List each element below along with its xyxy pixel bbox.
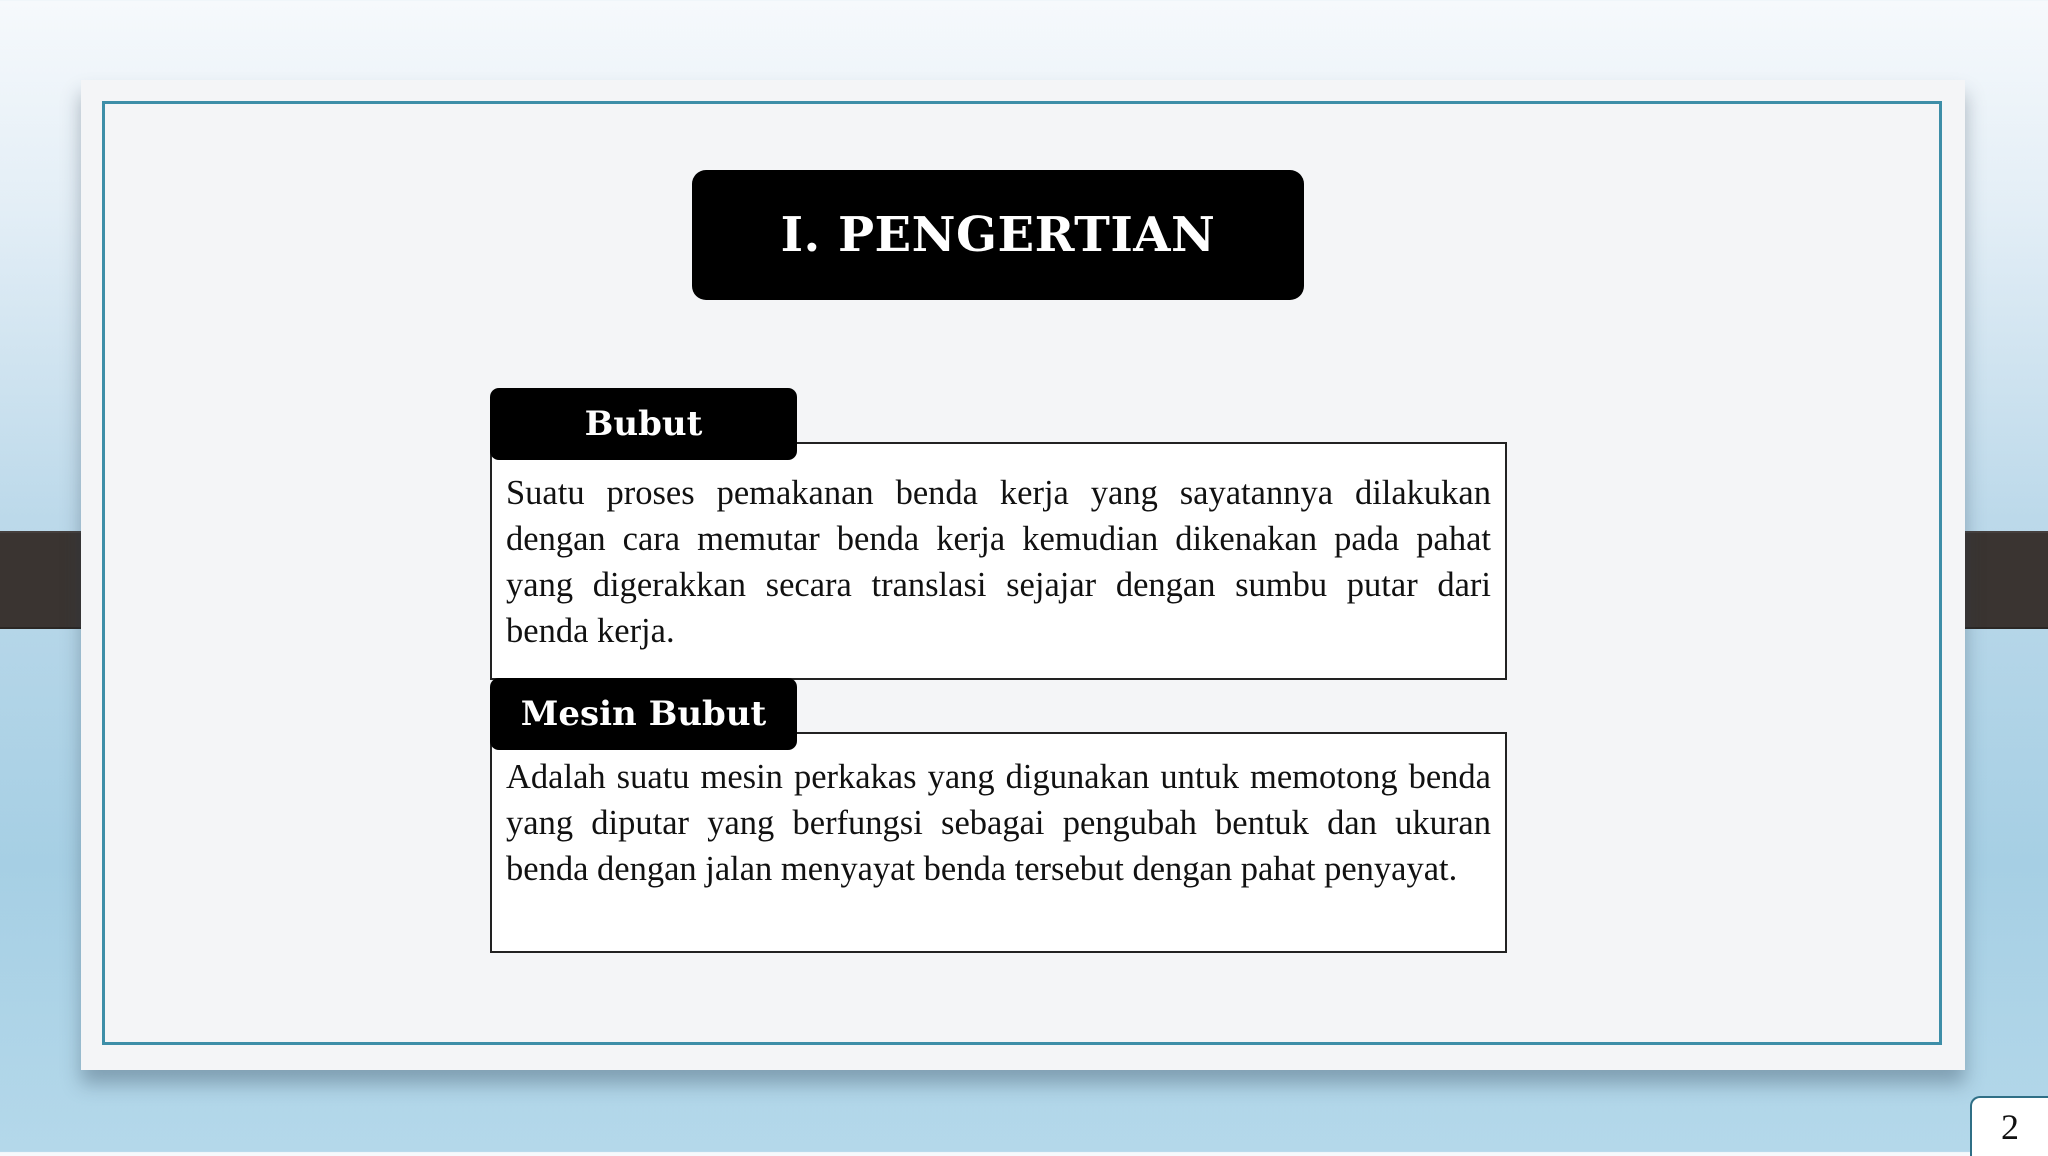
page-number-badge [1970, 1096, 2048, 1156]
section-label-text: Mesin Bubut [520, 694, 767, 734]
section-label-mesin-bubut [490, 678, 797, 750]
section-label-text: Bubut [584, 404, 703, 444]
page-number: 2 [2001, 1107, 2019, 1147]
definition-box-bubut [490, 442, 1507, 680]
slide-title: I. PENGERTIAN [780, 207, 1216, 263]
section-label-bubut [490, 388, 797, 460]
definition-text: Adalah suatu mesin perkakas yang digunakan untuk memotong benda yang diputar yang berfungsi sebagai pengubah bentuk dan ukuran benda dengan jalan menyayat benda tersebut dengan pahat penyayat. [506, 758, 1491, 888]
definition-box-mesin-bubut [490, 732, 1507, 953]
title-banner [692, 170, 1304, 300]
definition-text: Suatu proses pemakanan benda kerja yang sayatannya dilakukan dengan cara memutar benda kerja kemudian dikenakan pada pahat yang digerakkan secara translasi sejajar dengan sumbu putar dari benda kerja. [506, 474, 1491, 650]
